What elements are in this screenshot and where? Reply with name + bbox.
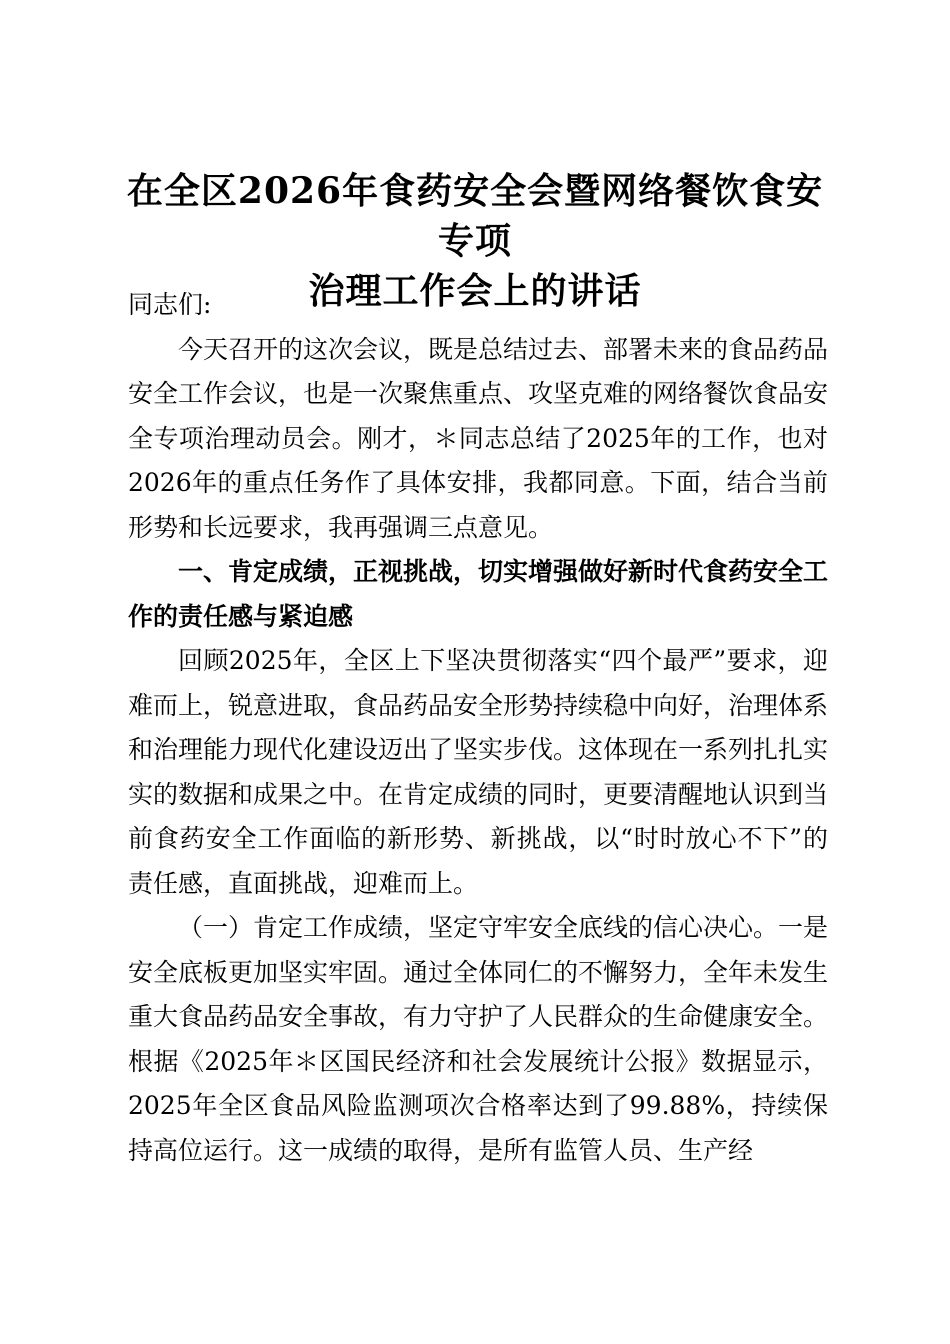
paragraph-subsection-1: （一）肯定工作成绩，坚定守牢安全底线的信心决心。一是安全底板更加坚实牢固。通过全体同仁的不懈努力，全年未发生重大食品药品安全事故，有力守护了人民群众的生命健康安全。根据《2025年＊区国民经济和社会发展统计公报》数据显示，2025年全区食品风险监测项次合格率达到了99.88%，持续保持高位运行。这一成绩的取得，是所有监管人员、生产经	[128, 913, 829, 1165]
document-title-line-1: 在全区2026年食药安全会暨网络餐饮食安专项	[126, 170, 824, 262]
salutation: 同志们:	[128, 290, 212, 319]
section-heading-1: 一、肯定成绩，正视挑战，切实增强做好新时代食药安全工作的责任感与紧迫感	[128, 557, 829, 631]
document-body	[128, 283, 828, 1173]
document-title-line-2: 治理工作会上的讲话	[308, 270, 642, 312]
paragraph-review: 回顾2025年，全区上下坚决贯彻落实“四个最严”要求，迎难而上，锐意进取，食品药品安全形势持续稳中向好，治理体系和治理能力现代化建设迈出了坚实步伐。这体现在一系列扎扎实实的数据和成果之中。在肯定成绩的同时，更要清醒地认识到当前食药安全工作面临的新形势、新挑战，以“时时放心不下”的责任感，直面挑战，迎难而上。	[128, 646, 829, 898]
paragraph-opening: 今天召开的这次会议，既是总结过去、部署未来的食品药品安全工作会议，也是一次聚焦重点、攻坚克难的网络餐饮食品安全专项治理动员会。刚才，＊同志总结了2025年的工作，也对2026年的重点任务作了具体安排，我都同意。下面，结合当前形势和长远要求，我再强调三点意见。	[128, 334, 829, 542]
